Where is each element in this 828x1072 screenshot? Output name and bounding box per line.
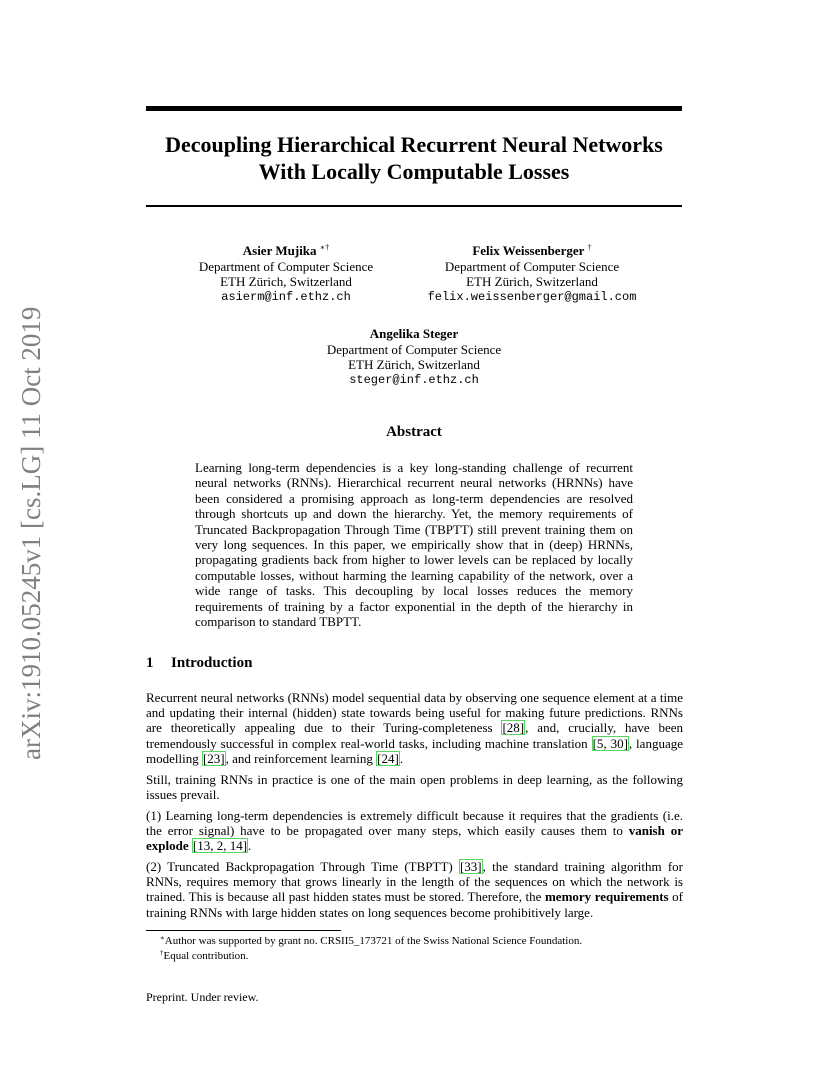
author-dept: Department of Computer Science	[198, 258, 374, 274]
text-span: (2) Truncated Backpropagation Through Time (TBPTT)	[146, 859, 459, 874]
author-dept: Department of Computer Science	[326, 341, 502, 357]
abstract-heading: Abstract	[386, 424, 442, 440]
intro-paragraph-3	[146, 808, 683, 854]
section-heading	[146, 655, 252, 672]
section-title: Introduction	[171, 655, 253, 671]
citation-link[interactable]: [23]	[202, 750, 225, 766]
preprint-note: Preprint. Under review.	[146, 990, 259, 1004]
citation-link[interactable]: [24]	[377, 750, 399, 766]
author-block-3	[300, 326, 528, 388]
text-span: , the standard training algorithm for RNNs, requires memory that grows linearly in the length of the sequences on which the network is trained. This is because all past hidden states must be stored. Therefore, the	[146, 859, 684, 905]
author-inst: ETH Zürich, Switzerland	[220, 274, 352, 289]
author-block-1	[176, 243, 396, 305]
citation-link[interactable]: [33]	[459, 859, 482, 874]
author-email[interactable]: asierm@inf.ethz.ch	[221, 289, 351, 304]
title-line-2: With Locally Computable Losses	[258, 159, 570, 184]
citation-link[interactable]: [13, 2, 14]	[192, 838, 248, 854]
footnote-mark: ∗	[160, 934, 165, 942]
author-dept: Department of Computer Science	[444, 258, 620, 274]
citation-link[interactable]: [5, 30]	[592, 735, 628, 751]
footnote-text: Author was supported by grant no. CRSII5_173721 of the Swiss National Science Foundation.	[164, 935, 583, 947]
author-email[interactable]: felix.weissenberger@gmail.com	[427, 289, 637, 304]
author-block-2	[418, 243, 646, 305]
author-inst: ETH Zürich, Switzerland	[348, 357, 480, 372]
paper-title	[146, 131, 682, 185]
section-number: 1	[146, 655, 154, 671]
author-name: Angelika Steger	[369, 326, 459, 341]
author-inst: ETH Zürich, Switzerland	[466, 274, 598, 289]
author-email[interactable]: steger@inf.ethz.ch	[349, 372, 479, 387]
bold-text: memory requirements	[544, 889, 669, 905]
intro-paragraph-1	[146, 690, 683, 766]
title-top-rule	[146, 106, 682, 111]
text-span: , and reinforcement learning	[225, 750, 377, 766]
text-span: (1) Learning long-term dependencies is extremely difficult because it requires that the gradients (i.e. the error signal) have to be propagated over many steps, which easily causes them to	[146, 808, 683, 839]
text-span: .	[248, 838, 252, 854]
intro-paragraph-2: Still, training RNNs in practice is one of the main open problems in deep learning, as the following issues prevail.	[146, 772, 683, 803]
text-span: .	[399, 750, 404, 766]
text-span: , language modelling	[146, 735, 683, 766]
intro-paragraph-4	[146, 859, 683, 920]
footnote-rule	[146, 930, 341, 931]
bold-text: vanish or explode	[146, 823, 683, 854]
text-span: , and, crucially, have been tremendously successful in complex real-world tasks, including machine translation	[146, 720, 683, 751]
title-line-1: Decoupling Hierarchical Recurrent Neural Networks	[165, 132, 663, 157]
citation-link[interactable]: [28]	[502, 720, 525, 736]
abstract-text: Learning long-term dependencies is a key long-standing challenge of recurrent neural networks (RNNs). Hierarchical recurrent neural networks (HRNNs) have been considered a promising approach as long-term dependencies are resolved through shortcuts up and down the hierarchy. Yet, the memory requirements of Truncated Backpropagation Through Time (TBPTT) still prevent training them on very long sequences. In this paper, we empirically show that in (deep) HRNNs, propagating gradients back from higher to lower levels can be replaced by locally computable losses, without harming the learning capability of the network, over a wide range of tasks. This decoupling by local losses reduces the memory requirements of training by a factor exponential in the depth of the hierarchy in comparison to standard TBPTT.	[195, 460, 633, 630]
author-name: Asier Mujika	[242, 243, 317, 258]
author-marks: ∗†	[319, 243, 330, 252]
author-name: Felix Weissenberger	[472, 243, 585, 258]
footnote-text: Equal contribution.	[163, 950, 249, 962]
footnote-mark: †	[160, 949, 164, 957]
arxiv-identifier: arXiv:1910.05245v1 [cs.LG] 11 Oct 2019	[16, 306, 46, 760]
footnote-1	[160, 935, 582, 948]
author-marks: †	[587, 243, 592, 252]
text-span: of training RNNs with large hidden states on long sequences become prohibitively large.	[146, 889, 683, 920]
text-span: Recurrent neural networks (RNNs) model sequential data by observing one sequence element at a time and updating their internal (hidden) state towards being useful for making future predictions. RNNs are theoretically appealing due to their Turing-completeness	[146, 690, 683, 736]
title-bottom-rule	[146, 205, 682, 207]
footnote-2	[160, 950, 248, 963]
